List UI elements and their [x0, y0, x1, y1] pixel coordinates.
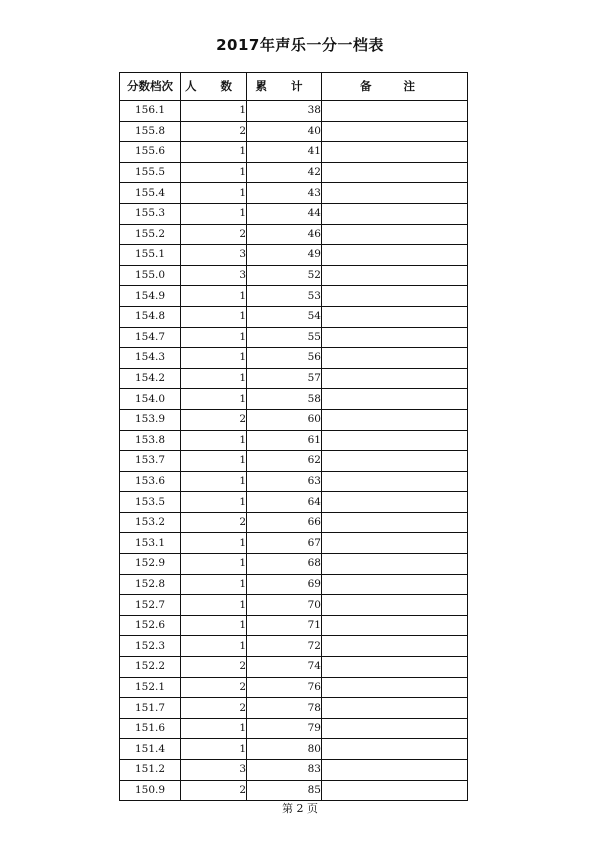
- table-row: [120, 760, 468, 781]
- count-value: 2: [181, 780, 247, 801]
- score-value: 154.0: [120, 389, 181, 410]
- score-value: 155.3: [120, 203, 181, 224]
- document-title: 2017年声乐一分一档表: [216, 36, 384, 54]
- note-value: [322, 162, 468, 183]
- table-row: [120, 286, 468, 307]
- note-value: [322, 101, 468, 122]
- count-value: 1: [181, 389, 247, 410]
- table-row: [120, 657, 468, 678]
- note-value: [322, 677, 468, 698]
- table-row: [120, 348, 468, 369]
- table-row: [120, 203, 468, 224]
- count-value: 1: [181, 636, 247, 657]
- table-row: [120, 430, 468, 451]
- note-value: [322, 657, 468, 678]
- note-value: [322, 430, 468, 451]
- note-value: [322, 142, 468, 163]
- cumulative-value: 70: [247, 595, 322, 616]
- score-value: 153.6: [120, 471, 181, 492]
- table-row: [120, 739, 468, 760]
- page-number: 第 2 页: [282, 802, 318, 815]
- cumulative-value: 63: [247, 471, 322, 492]
- score-value: 153.1: [120, 533, 181, 554]
- cumulative-value: 83: [247, 760, 322, 781]
- count-value: 1: [181, 595, 247, 616]
- note-value: [322, 595, 468, 616]
- header-note: 备 注: [322, 73, 468, 101]
- score-value: 154.3: [120, 348, 181, 369]
- cumulative-value: 57: [247, 368, 322, 389]
- table-row: [120, 698, 468, 719]
- score-value: 152.3: [120, 636, 181, 657]
- count-value: 2: [181, 512, 247, 533]
- table-row: [120, 533, 468, 554]
- cumulative-value: 55: [247, 327, 322, 348]
- note-value: [322, 636, 468, 657]
- cumulative-value: 46: [247, 224, 322, 245]
- count-value: 1: [181, 183, 247, 204]
- count-value: 2: [181, 224, 247, 245]
- table-row: [120, 554, 468, 575]
- score-value: 153.7: [120, 451, 181, 472]
- count-value: 2: [181, 657, 247, 678]
- table-row: [120, 162, 468, 183]
- count-value: 3: [181, 760, 247, 781]
- score-value: 154.2: [120, 368, 181, 389]
- cumulative-value: 53: [247, 286, 322, 307]
- score-value: 154.8: [120, 306, 181, 327]
- note-value: [322, 409, 468, 430]
- cumulative-value: 85: [247, 780, 322, 801]
- table-row: [120, 265, 468, 286]
- cumulative-value: 44: [247, 203, 322, 224]
- score-value: 152.1: [120, 677, 181, 698]
- cumulative-value: 42: [247, 162, 322, 183]
- count-value: 1: [181, 286, 247, 307]
- cumulative-value: 40: [247, 121, 322, 142]
- table-row: [120, 183, 468, 204]
- score-value: 153.9: [120, 409, 181, 430]
- count-value: 3: [181, 245, 247, 266]
- count-value: 1: [181, 574, 247, 595]
- table-row: [120, 512, 468, 533]
- note-value: [322, 183, 468, 204]
- note-value: [322, 492, 468, 513]
- score-value: 152.6: [120, 615, 181, 636]
- score-value: 153.8: [120, 430, 181, 451]
- score-value: 153.2: [120, 512, 181, 533]
- cumulative-value: 80: [247, 739, 322, 760]
- note-value: [322, 615, 468, 636]
- note-value: [322, 451, 468, 472]
- cumulative-value: 60: [247, 409, 322, 430]
- count-value: 1: [181, 492, 247, 513]
- count-value: 1: [181, 451, 247, 472]
- note-value: [322, 306, 468, 327]
- count-value: 1: [181, 142, 247, 163]
- score-value: 155.1: [120, 245, 181, 266]
- cumulative-value: 66: [247, 512, 322, 533]
- score-value: 152.9: [120, 554, 181, 575]
- cumulative-value: 43: [247, 183, 322, 204]
- count-value: 2: [181, 409, 247, 430]
- note-value: [322, 718, 468, 739]
- cumulative-value: 38: [247, 101, 322, 122]
- table-row: [120, 595, 468, 616]
- count-value: 2: [181, 698, 247, 719]
- table-row: [120, 780, 468, 801]
- count-value: 1: [181, 739, 247, 760]
- score-value: 152.7: [120, 595, 181, 616]
- table-row: [120, 368, 468, 389]
- table-row: [120, 245, 468, 266]
- count-value: 1: [181, 554, 247, 575]
- score-value: 154.9: [120, 286, 181, 307]
- header-count: 人 数: [181, 73, 247, 101]
- score-value: 151.4: [120, 739, 181, 760]
- cumulative-value: 54: [247, 306, 322, 327]
- score-value: 155.4: [120, 183, 181, 204]
- score-value: 151.6: [120, 718, 181, 739]
- score-distribution-table: [119, 72, 468, 801]
- note-value: [322, 286, 468, 307]
- note-value: [322, 574, 468, 595]
- table-row: [120, 677, 468, 698]
- score-value: 153.5: [120, 492, 181, 513]
- header-cumulative: 累 计: [247, 73, 322, 101]
- note-value: [322, 739, 468, 760]
- cumulative-value: 49: [247, 245, 322, 266]
- table-row: [120, 409, 468, 430]
- score-value: 155.6: [120, 142, 181, 163]
- table-row: [120, 389, 468, 410]
- cumulative-value: 76: [247, 677, 322, 698]
- score-value: 151.2: [120, 760, 181, 781]
- note-value: [322, 760, 468, 781]
- cumulative-value: 68: [247, 554, 322, 575]
- note-value: [322, 245, 468, 266]
- score-value: 154.7: [120, 327, 181, 348]
- table-row: [120, 718, 468, 739]
- table-row: [120, 327, 468, 348]
- table-row: [120, 451, 468, 472]
- score-value: 151.7: [120, 698, 181, 719]
- note-value: [322, 389, 468, 410]
- count-value: 1: [181, 368, 247, 389]
- table-row: [120, 615, 468, 636]
- score-value: 152.8: [120, 574, 181, 595]
- table-row: [120, 574, 468, 595]
- cumulative-value: 61: [247, 430, 322, 451]
- note-value: [322, 224, 468, 245]
- table-row: [120, 224, 468, 245]
- note-value: [322, 471, 468, 492]
- cumulative-value: 41: [247, 142, 322, 163]
- cumulative-value: 56: [247, 348, 322, 369]
- table-row: [120, 471, 468, 492]
- note-value: [322, 780, 468, 801]
- count-value: 1: [181, 615, 247, 636]
- count-value: 2: [181, 677, 247, 698]
- count-value: 1: [181, 203, 247, 224]
- note-value: [322, 121, 468, 142]
- table-row: [120, 492, 468, 513]
- count-value: 1: [181, 430, 247, 451]
- cumulative-value: 79: [247, 718, 322, 739]
- cumulative-value: 58: [247, 389, 322, 410]
- note-value: [322, 554, 468, 575]
- count-value: 1: [181, 162, 247, 183]
- cumulative-value: 78: [247, 698, 322, 719]
- score-value: 152.2: [120, 657, 181, 678]
- note-value: [322, 512, 468, 533]
- note-value: [322, 348, 468, 369]
- note-value: [322, 265, 468, 286]
- cumulative-value: 64: [247, 492, 322, 513]
- note-value: [322, 368, 468, 389]
- count-value: 1: [181, 327, 247, 348]
- cumulative-value: 52: [247, 265, 322, 286]
- table-header-row: [120, 73, 468, 101]
- cumulative-value: 69: [247, 574, 322, 595]
- count-value: 2: [181, 121, 247, 142]
- score-value: 155.8: [120, 121, 181, 142]
- note-value: [322, 203, 468, 224]
- count-value: 1: [181, 306, 247, 327]
- score-value: 150.9: [120, 780, 181, 801]
- count-value: 1: [181, 533, 247, 554]
- cumulative-value: 72: [247, 636, 322, 657]
- cumulative-value: 71: [247, 615, 322, 636]
- table-row: [120, 636, 468, 657]
- note-value: [322, 698, 468, 719]
- note-value: [322, 533, 468, 554]
- count-value: 1: [181, 471, 247, 492]
- score-value: 155.0: [120, 265, 181, 286]
- score-value: 155.2: [120, 224, 181, 245]
- score-value: 155.5: [120, 162, 181, 183]
- header-score-level: 分数档次: [120, 73, 181, 101]
- cumulative-value: 62: [247, 451, 322, 472]
- table-body: [120, 101, 468, 801]
- cumulative-value: 74: [247, 657, 322, 678]
- cumulative-value: 67: [247, 533, 322, 554]
- score-value: 156.1: [120, 101, 181, 122]
- count-value: 3: [181, 265, 247, 286]
- table-row: [120, 101, 468, 122]
- count-value: 1: [181, 101, 247, 122]
- count-value: 1: [181, 718, 247, 739]
- count-value: 1: [181, 348, 247, 369]
- table-row: [120, 142, 468, 163]
- table-row: [120, 306, 468, 327]
- table-row: [120, 121, 468, 142]
- note-value: [322, 327, 468, 348]
